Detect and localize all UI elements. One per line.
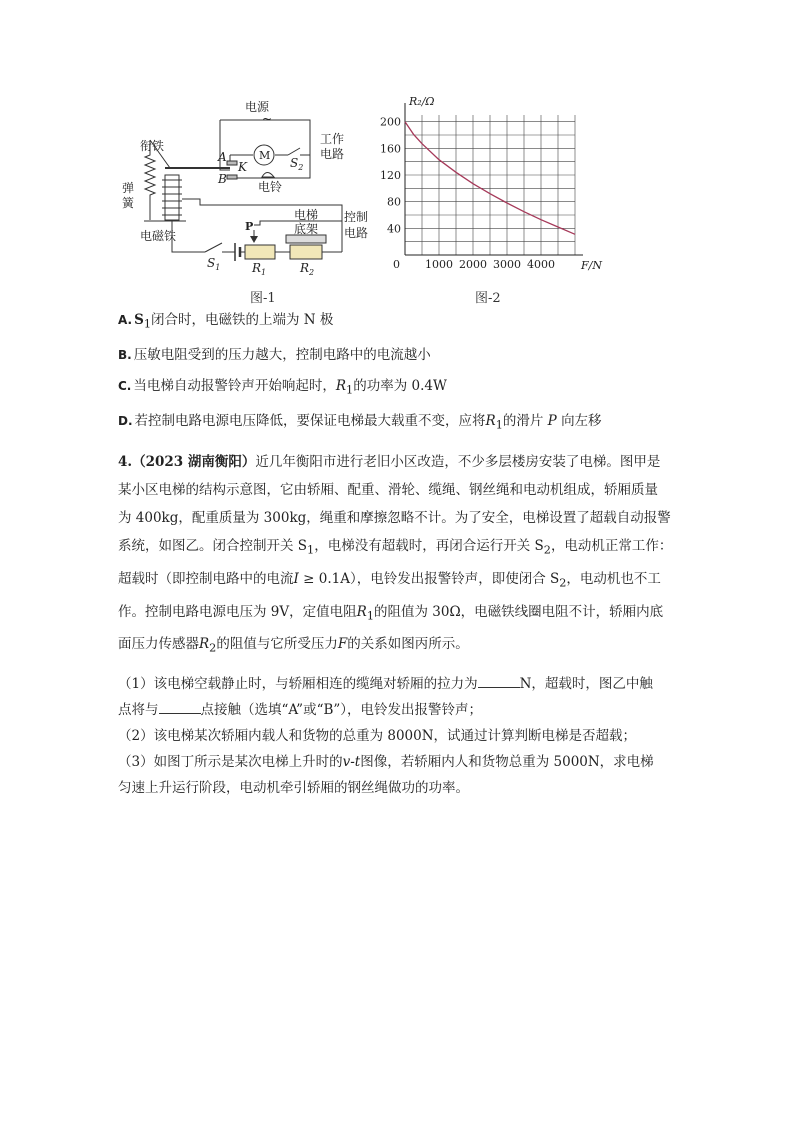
label-a: A bbox=[218, 150, 227, 164]
y-tick-label: 160 bbox=[380, 142, 401, 156]
circuit-diagram bbox=[110, 95, 380, 275]
x-tick-label: 2000 bbox=[459, 258, 487, 271]
x-tick-label: 4000 bbox=[527, 258, 555, 271]
x-tick-label: 1000 bbox=[425, 258, 453, 271]
option-b: B. 压敏电阻受到的压力越大，控制电路中的电流越小 bbox=[118, 346, 431, 363]
label-work2: 电路 bbox=[320, 147, 345, 161]
label-r1: $R_1$ bbox=[252, 261, 267, 277]
option-c: C. 当电梯自动报警铃声开始响起时，$R_1$的功率为 0.4W bbox=[118, 378, 447, 397]
label-control2: 电路 bbox=[344, 226, 369, 240]
question-text bbox=[118, 305, 678, 801]
x-tick-label: 3000 bbox=[493, 258, 521, 271]
figure-area bbox=[110, 95, 610, 310]
chart-xlabel: F/N bbox=[581, 259, 602, 272]
label-r2: $R_2$ bbox=[300, 261, 315, 277]
chart-ylabel: R₂/Ω bbox=[409, 95, 435, 108]
label-ac: ~ bbox=[262, 112, 273, 126]
label-p: P bbox=[245, 220, 254, 233]
label-s2: $S_2$ bbox=[290, 156, 304, 172]
figure1-caption: 图-1 bbox=[250, 291, 276, 306]
label-s1: $S_1$ bbox=[207, 256, 221, 272]
label-work1: 工作 bbox=[320, 132, 345, 146]
resistance-force-chart bbox=[375, 95, 602, 285]
figure2-caption: 图-2 bbox=[475, 291, 501, 306]
y-tick-label: 200 bbox=[380, 115, 401, 129]
sub-questions: （1）该电梯空载静止时，与轿厢相连的缆绳对轿厢的拉力为 N，超载时，图乙中触 点将与 点接触（选填“A”或“B”），电铃发出报警铃声； （2）该电梯某次轿厢内载人和货物的总重为 8000N，试通过计算判断电梯是否超载； （3）如图丁所示是某次电梯上升时的v-t图像，若轿厢内人和货物总重为 5000N，求电梯 匀速上升运行阶段，电动机牵引轿厢的钢丝绳做功的功率。 bbox=[118, 676, 654, 797]
chart-origin-label: 0 bbox=[393, 258, 400, 271]
label-k: K bbox=[238, 160, 247, 174]
answer-blank-2[interactable] bbox=[159, 701, 201, 714]
option-d: D. 若控制电路电源电压降低，要保证电梯最大载重不变，应将$R_1$的滑片 P 向左移 bbox=[118, 412, 602, 432]
label-bell: 电铃 bbox=[258, 180, 283, 194]
label-base1: 电梯 bbox=[294, 208, 319, 222]
question-source: （2023 湖南衡阳） bbox=[132, 454, 256, 471]
label-electromagnet: 电磁铁 bbox=[140, 229, 177, 243]
label-spring2: 簧 bbox=[122, 196, 135, 210]
label-motor: M bbox=[259, 149, 271, 162]
label-power: 电源 bbox=[245, 100, 270, 114]
answer-blank-1[interactable] bbox=[478, 675, 520, 688]
y-tick-label: 120 bbox=[380, 169, 401, 182]
label-b: B bbox=[218, 172, 227, 186]
label-spring1: 弹 bbox=[122, 181, 135, 195]
question-4: 4.（2023 湖南衡阳）近几年衡阳市进行老旧小区改造，不少多层楼房安装了电梯。图甲是 某小区电梯的结构示意图，它由轿厢、配重、滑轮、缆绳、钢丝绳和电动机组成，轿厢质量 为 400kg，配重质量为 300kg，绳重和摩擦忽略不计。为了安全，电梯设置了超载自动报警 系统，如图乙。闭合控制开关 $S_1$，电梯没有超载时，再闭合运行开关 $S_2$，电动机正常工作： 超载时（即控制电路中的电流I ≥ 0.1A），电铃发出报警铃声，即使闭合 $S_2$，电动机也不工 作。控制电路电源电压为 9V，定值电阻$R_1$的阻值为 30Ω，电磁铁线圈电阻不计，轿厢内底 面压力传感器$R_2$的阻值与它所受压力F的关系如图丙所示。 bbox=[118, 454, 673, 656]
label-armature: 衔铁 bbox=[140, 139, 165, 153]
label-base2: 底架 bbox=[294, 222, 319, 236]
y-tick-label: 40 bbox=[387, 222, 401, 236]
label-control1: 控制 bbox=[344, 210, 369, 224]
y-tick-label: 80 bbox=[387, 195, 401, 209]
option-a: A. $S_1$闭合时，电磁铁的上端为 N 极 bbox=[118, 312, 334, 331]
